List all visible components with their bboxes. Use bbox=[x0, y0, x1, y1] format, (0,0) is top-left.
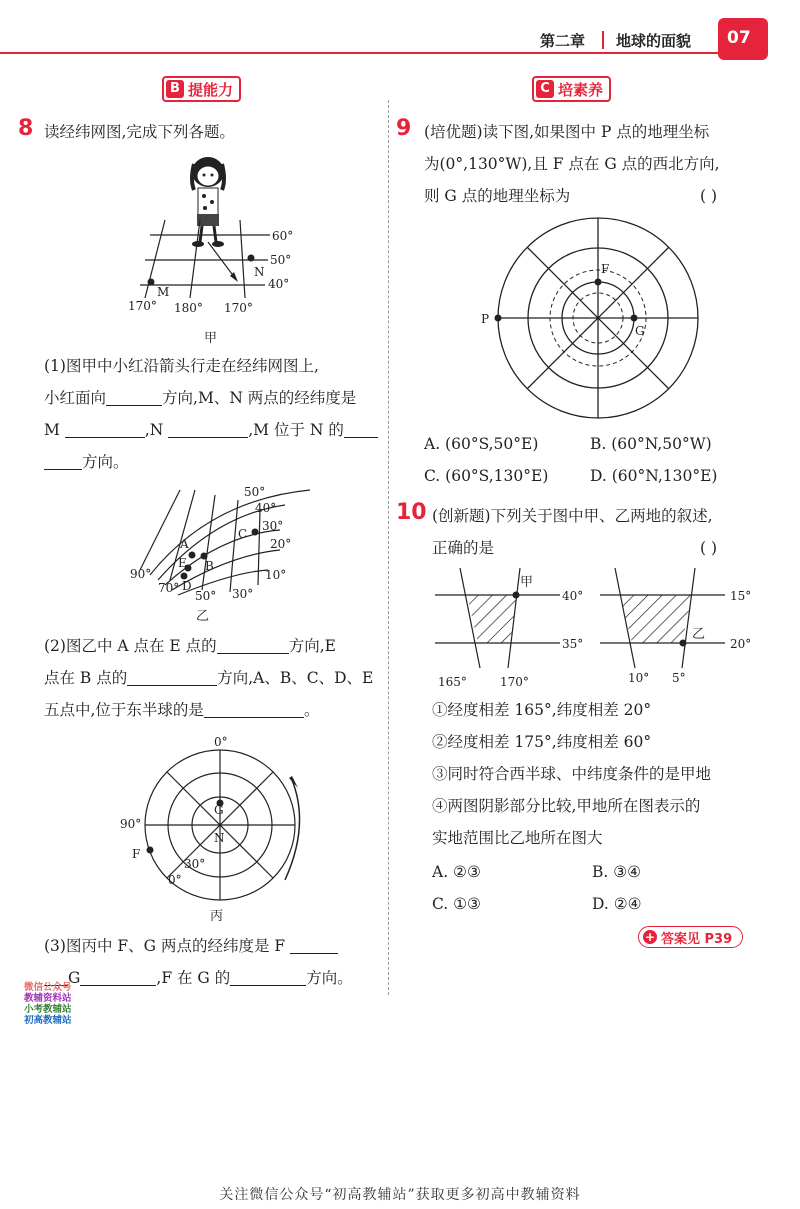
point-label: F bbox=[601, 262, 610, 276]
figure-q9 bbox=[475, 215, 725, 425]
graticule-label: 90° bbox=[120, 817, 142, 831]
option-d[interactable]: D. (60°N,130°E) bbox=[590, 467, 718, 485]
statement-4: ④两图阴影部分比较,甲地所在图表示的 bbox=[432, 797, 701, 815]
q9-line1: (培优题)读下图,如果图中 P 点的地理坐标 bbox=[424, 123, 710, 141]
point-label: F bbox=[132, 847, 141, 861]
q9-line2: 为(0°,130°W),且 F 点在 G 点的西北方向, bbox=[424, 155, 720, 173]
footer-note: 关注微信公众号“初高教辅站”获取更多初高中教辅资料 bbox=[219, 1187, 581, 1203]
lat-label: 40° bbox=[268, 277, 290, 291]
point-label: A bbox=[180, 537, 189, 551]
section-badge-left bbox=[162, 76, 241, 102]
figure-caption: 甲 bbox=[204, 331, 218, 346]
lon-label: 10° bbox=[628, 671, 650, 685]
section-label: 提能力 bbox=[188, 80, 234, 99]
figure-caption: 丙 bbox=[210, 909, 224, 924]
figure-caption: 乙 bbox=[196, 609, 210, 624]
q8-p2-line2: 点在 B 点的 方向,A、B、C、D、E bbox=[44, 669, 374, 687]
lat-label: 35° bbox=[562, 637, 584, 651]
answer-blank[interactable] bbox=[127, 667, 217, 686]
option-d[interactable]: D. ②④ bbox=[592, 895, 642, 913]
lat-label: 60° bbox=[272, 229, 294, 243]
lon-label: 170° bbox=[128, 299, 157, 313]
section-badge-right bbox=[532, 76, 611, 102]
graticule-label: 90° bbox=[130, 567, 152, 581]
figure-q10 bbox=[420, 568, 790, 693]
answer-blank[interactable] bbox=[230, 967, 306, 986]
lat-label: 50° bbox=[270, 253, 292, 267]
statement-4-cont: 实地范围比乙地所在图大 bbox=[432, 829, 603, 847]
question-number: 8 bbox=[18, 116, 34, 141]
answer-blank[interactable] bbox=[290, 935, 338, 954]
graticule-label: 30° bbox=[232, 587, 254, 601]
lat-label: 20° bbox=[730, 637, 752, 651]
q8-p1-line4: 方向。 bbox=[44, 446, 129, 478]
q8-p2-line3: 五点中,位于东半球的是 。 bbox=[44, 701, 320, 719]
option-c[interactable]: C. (60°S,130°E) bbox=[424, 467, 549, 485]
question-number: 9 bbox=[396, 116, 412, 141]
graticule-label: 30° bbox=[262, 519, 284, 533]
chapter-label: 第二章 bbox=[540, 32, 586, 50]
option-c[interactable]: C. ①③ bbox=[432, 895, 481, 913]
point-label: E bbox=[178, 556, 187, 570]
option-a[interactable]: A. ②③ bbox=[432, 863, 481, 881]
lon-label: 5° bbox=[672, 671, 686, 685]
answer-blank[interactable] bbox=[44, 451, 82, 470]
point-label: G bbox=[214, 803, 224, 817]
figure-jia bbox=[120, 150, 310, 350]
lat-label: 40° bbox=[562, 589, 584, 603]
answer-blank[interactable] bbox=[65, 419, 145, 438]
answer-parentheses[interactable]: ( ) bbox=[700, 187, 718, 205]
q8-p1-line3: M ,N ,M 位于 N 的 bbox=[44, 414, 378, 446]
point-label: M bbox=[157, 285, 170, 299]
question-number: 10 bbox=[396, 500, 427, 525]
statement-1: ①经度相差 165°,纬度相差 20° bbox=[432, 701, 652, 719]
answer-blank[interactable] bbox=[344, 419, 378, 438]
graticule-label: 30° bbox=[184, 857, 206, 871]
point-label: G bbox=[635, 324, 645, 338]
point-label: N bbox=[214, 831, 225, 845]
point-label: N bbox=[254, 265, 265, 279]
point-label: 甲 bbox=[520, 575, 534, 590]
lon-label: 170° bbox=[500, 675, 529, 689]
q9-line3: 则 G 点的地理坐标为 bbox=[424, 187, 571, 205]
answer-blank[interactable] bbox=[168, 419, 248, 438]
q10-line2: 正确的是 bbox=[432, 539, 495, 557]
page-number: 07 bbox=[727, 28, 751, 48]
answer-blank[interactable] bbox=[80, 967, 156, 986]
plus-icon: + bbox=[644, 930, 656, 944]
section-label: 培素养 bbox=[558, 80, 604, 99]
q8-p3-line1: (3)图丙中 F、G 两点的经纬度是 F bbox=[44, 930, 338, 962]
graticule-label: 20° bbox=[270, 537, 292, 551]
column-divider bbox=[388, 100, 389, 995]
q8-p1-line2: 小红面向 方向,M、N 两点的经纬度是 bbox=[44, 389, 357, 407]
option-b[interactable]: B. (60°N,50°W) bbox=[590, 435, 712, 453]
answer-reference[interactable] bbox=[638, 926, 743, 948]
graticule-label: 50° bbox=[195, 589, 217, 603]
section-letter: C bbox=[536, 80, 554, 98]
figure-bing bbox=[110, 730, 310, 925]
option-a[interactable]: A. (60°S,50°E) bbox=[424, 435, 539, 453]
answer-blank[interactable] bbox=[106, 387, 162, 406]
graticule-label: 40° bbox=[255, 501, 277, 515]
lon-label: 180° bbox=[174, 301, 203, 315]
point-label: D bbox=[182, 579, 192, 593]
graticule-label: 0° bbox=[168, 873, 182, 887]
q10-line1: (创新题)下列关于图中甲、乙两地的叙述, bbox=[432, 507, 713, 525]
lon-label: 170° bbox=[224, 301, 253, 315]
statement-2: ②经度相差 175°,纬度相差 60° bbox=[432, 733, 652, 751]
lat-label: 15° bbox=[730, 589, 752, 603]
header-separator bbox=[602, 31, 604, 49]
option-b[interactable]: B. ③④ bbox=[592, 863, 642, 881]
graticule-label: 0° bbox=[214, 735, 228, 749]
question-stem: 读经纬网图,完成下列各题。 bbox=[44, 123, 235, 141]
statement-3: ③同时符合西半球、中纬度条件的是甲地 bbox=[432, 765, 712, 783]
chapter-title: 地球的面貌 bbox=[616, 32, 692, 50]
point-label: 乙 bbox=[692, 627, 706, 642]
point-label: B bbox=[205, 559, 214, 573]
q8-p2-line1: (2)图乙中 A 点在 E 点的 方向,E bbox=[44, 637, 336, 655]
graticule-label: 70° bbox=[158, 581, 180, 595]
q8-p1-line1: (1)图甲中小红沿箭头行走在经纬网图上, bbox=[44, 357, 319, 375]
answer-blank[interactable] bbox=[217, 635, 289, 654]
point-label: P bbox=[481, 312, 490, 326]
header-rule bbox=[0, 52, 720, 54]
answer-reference-label: 答案见 P39 bbox=[661, 931, 733, 947]
q8-p3-line2: G ,F 在 G 的 方向。 bbox=[44, 962, 353, 994]
graticule-label: 50° bbox=[244, 485, 266, 499]
figure-yi bbox=[120, 480, 320, 630]
section-letter: B bbox=[166, 80, 184, 98]
answer-parentheses[interactable]: ( ) bbox=[700, 539, 718, 557]
point-label: C bbox=[238, 527, 248, 541]
answer-blank[interactable] bbox=[204, 699, 304, 718]
lon-label: 165° bbox=[438, 675, 467, 689]
watermark: 微信公众号 教辅资料站 小考教辅站 初高教辅站 bbox=[24, 982, 72, 1026]
girl-illustration bbox=[192, 157, 224, 247]
graticule-label: 10° bbox=[265, 568, 287, 582]
